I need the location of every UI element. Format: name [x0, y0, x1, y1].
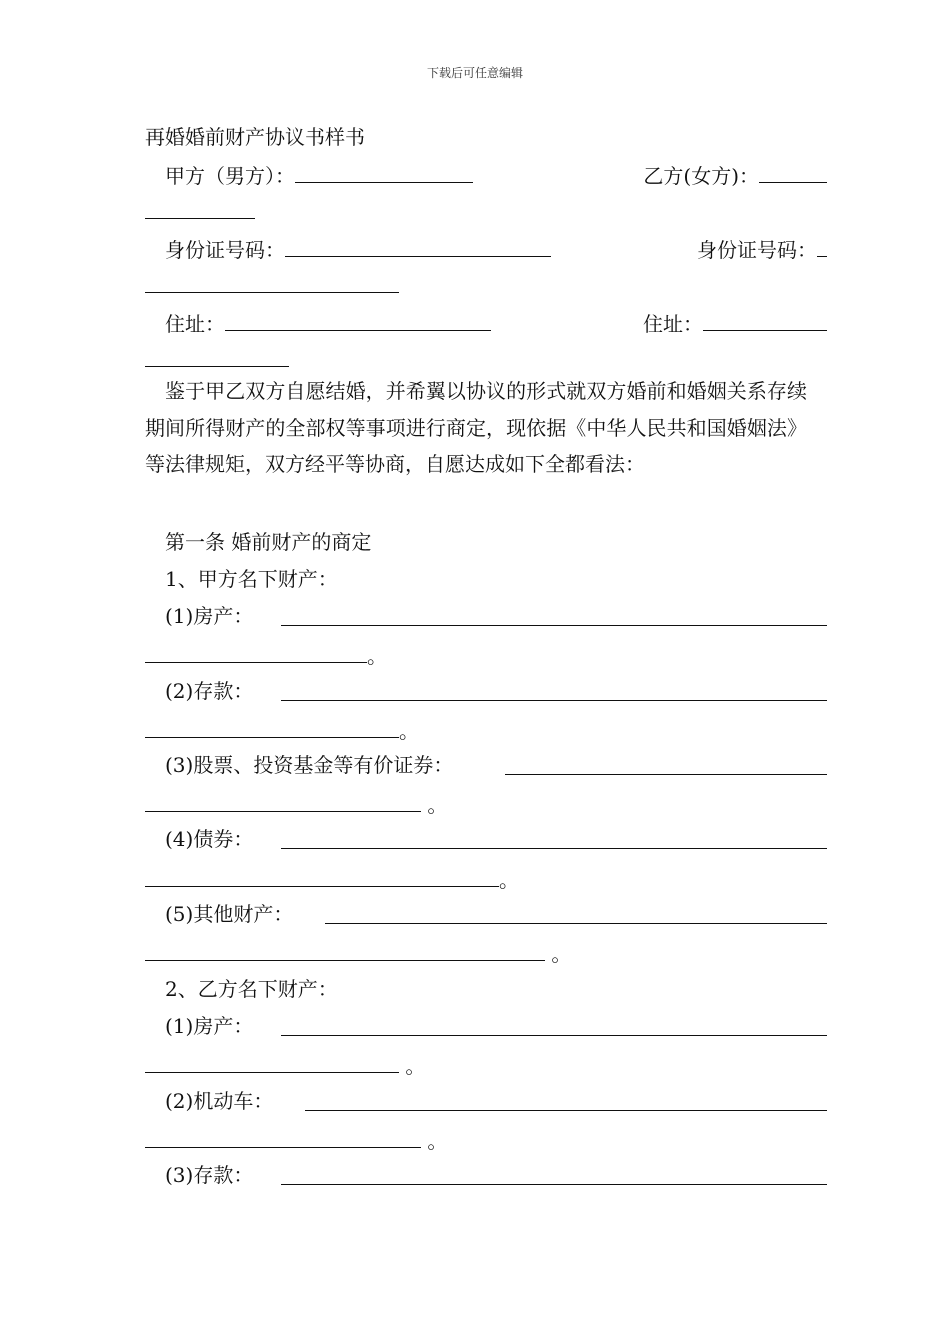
a-item-securities — [145, 752, 827, 778]
a-other-continuation: 。 — [145, 938, 807, 967]
a-bonds-continuation: 。 — [145, 864, 807, 893]
b-vehicle-blank-cont[interactable] — [145, 1125, 421, 1148]
preamble-paragraph — [145, 373, 807, 483]
a-bonds-blank[interactable] — [281, 826, 827, 849]
id-a-label: 身份证号码： — [165, 238, 285, 262]
a-bonds-blank-cont[interactable] — [145, 864, 499, 887]
party-b-blank[interactable] — [759, 160, 827, 183]
a-securities-blank-cont[interactable] — [145, 789, 421, 812]
id-a-blank[interactable] — [285, 234, 551, 257]
b-vehicle-blank[interactable] — [305, 1088, 827, 1111]
id-b-label: 身份证号码： — [697, 238, 817, 262]
party-b-label: 乙方(女方)： — [643, 164, 759, 188]
addr-b-blank-cont[interactable] — [145, 344, 289, 367]
a-securities-continuation: 。 — [145, 789, 807, 818]
addr-b-continuation — [145, 344, 807, 373]
b-item-house — [145, 1013, 827, 1039]
a-item-label: (4)债券： — [165, 827, 254, 851]
party-b-field — [643, 160, 827, 189]
b-item-deposit — [145, 1162, 827, 1188]
a-other-blank-cont[interactable] — [145, 938, 545, 961]
a-house-blank[interactable] — [281, 603, 827, 626]
a-item-deposit — [145, 678, 827, 704]
a-item-label: (1)房产： — [165, 604, 254, 628]
a-house-continuation: 。 — [145, 640, 807, 669]
addr-b-blank[interactable] — [703, 308, 827, 331]
addr-b-field — [643, 308, 827, 337]
a-item-other — [145, 901, 827, 927]
a-item-label: (3)股票、投资基金等有价证券： — [165, 753, 454, 777]
b-house-continuation: 。 — [145, 1050, 807, 1079]
party-a-blank[interactable] — [295, 160, 473, 183]
party-b-blank-cont[interactable] — [145, 196, 255, 219]
id-b-continuation — [145, 270, 807, 299]
addr-b-label: 住址： — [643, 312, 703, 336]
page-header: 下载后可任意编辑 — [426, 66, 523, 80]
party-a-label: 甲方（男方）： — [165, 164, 295, 188]
document-title: 再婚婚前财产协议书样书 — [145, 125, 365, 149]
party-b-continuation — [145, 196, 807, 225]
section-1-heading: 1、甲方名下财产： — [165, 567, 338, 591]
a-house-blank-cont[interactable] — [145, 640, 367, 663]
a-deposit-blank-cont[interactable] — [145, 715, 399, 738]
address-row — [145, 308, 827, 337]
a-item-label: (5)其他财产： — [165, 902, 294, 926]
a-deposit-continuation: 。 — [145, 715, 807, 744]
a-item-label: (2)存款： — [165, 679, 254, 703]
b-item-vehicle — [145, 1088, 827, 1114]
b-house-blank[interactable] — [281, 1013, 827, 1036]
addr-a-blank[interactable] — [225, 308, 491, 331]
addr-a-label: 住址： — [165, 312, 225, 336]
id-b-field — [697, 234, 827, 263]
party-row — [145, 160, 827, 189]
b-deposit-blank[interactable] — [281, 1162, 827, 1185]
id-b-blank[interactable] — [817, 234, 827, 257]
id-b-blank-cont[interactable] — [145, 270, 399, 293]
section-2-heading: 2、乙方名下财产： — [165, 977, 338, 1001]
b-house-blank-cont[interactable] — [145, 1050, 399, 1073]
b-vehicle-continuation: 。 — [145, 1125, 807, 1154]
a-item-house — [145, 603, 827, 629]
b-item-label: (2)机动车： — [165, 1089, 274, 1113]
b-item-label: (1)房产： — [165, 1014, 254, 1038]
preamble-text: 鉴于甲乙双方自愿结婚，并希翼以协议的形式就双方婚前和婚姻关系存续期间所得财产的全部权等事项进行商定，现依据《中华人民共和国婚姻法》等法律规矩，双方经平等协商，自愿达成如下全都看法： — [145, 379, 807, 476]
b-item-label: (3)存款： — [165, 1163, 254, 1187]
a-item-bonds — [145, 826, 827, 852]
a-securities-blank[interactable] — [505, 752, 827, 775]
id-row — [145, 234, 827, 263]
a-other-blank[interactable] — [325, 901, 827, 924]
article-1-heading: 第一条 婚前财产的商定 — [165, 530, 372, 554]
a-deposit-blank[interactable] — [281, 678, 827, 701]
